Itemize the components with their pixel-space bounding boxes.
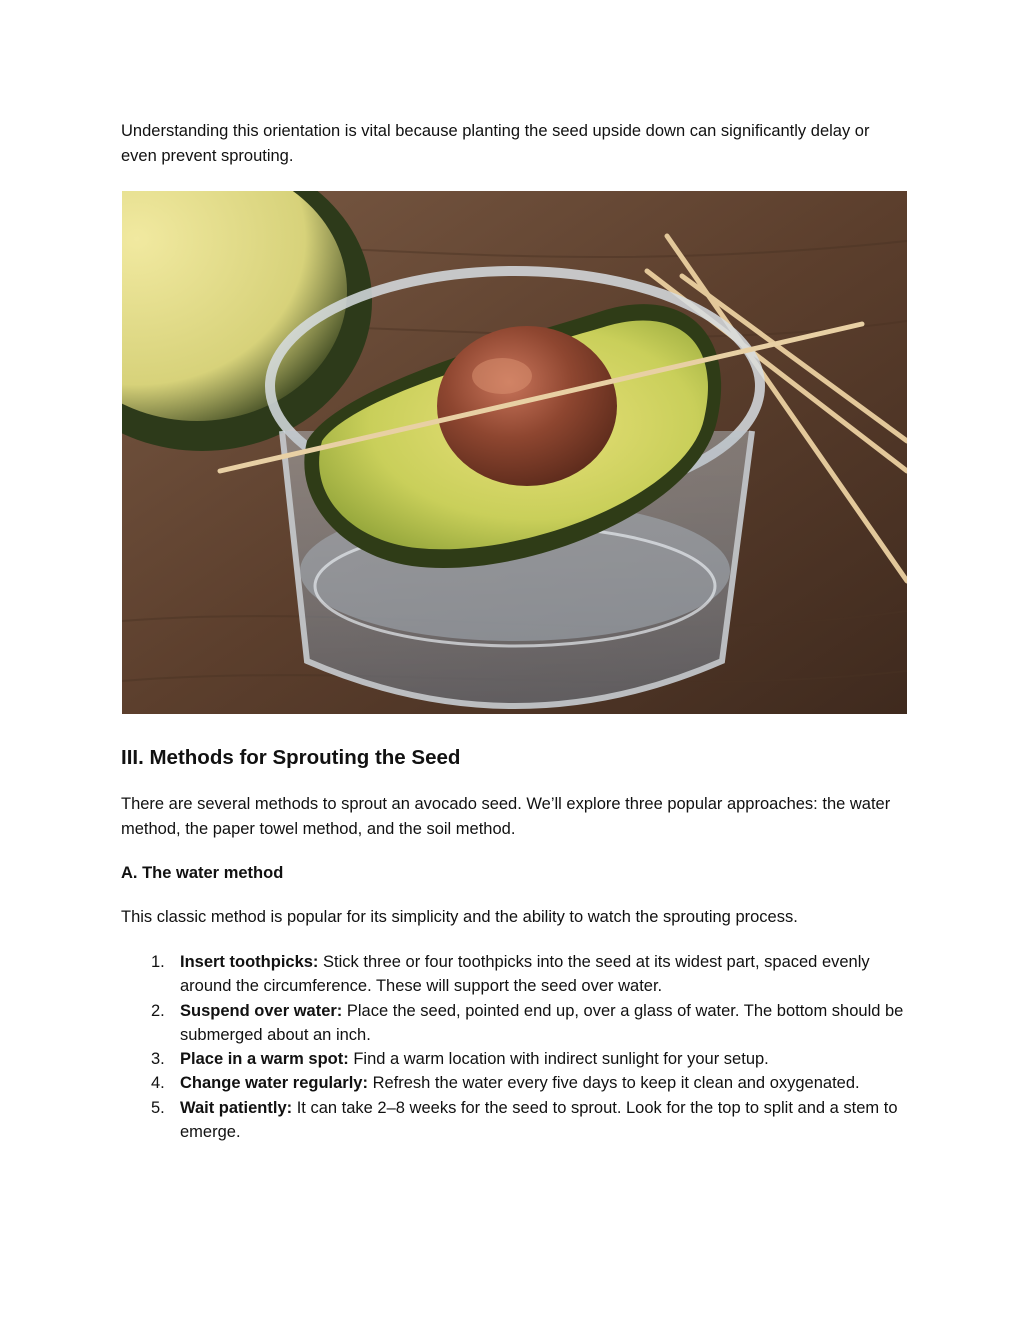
- methods-intro-paragraph: There are several methods to sprout an avocado seed. We’ll explore three popular approaches: the water method, the paper towel method, and the soil method.: [121, 795, 891, 838]
- step-number: 2.: [151, 1001, 165, 1020]
- step-number: 5.: [151, 1098, 165, 1117]
- step-text: Stick three or four toothpicks into the seed at its widest part, spaced evenly around the circumference. These will support the seed over water.: [180, 953, 870, 996]
- avocado-seed-photo: [122, 191, 907, 714]
- water-method-heading: A. The water method: [121, 864, 284, 882]
- step-title: Wait patiently:: [180, 1098, 293, 1117]
- list-item: [121, 1047, 907, 1071]
- list-item: [121, 1096, 907, 1145]
- step-text: Find a warm location with indirect sunlight for your setup.: [348, 1050, 769, 1069]
- step-title: Change water regularly:: [180, 1074, 368, 1093]
- step-number: 3.: [151, 1050, 165, 1069]
- list-item: [121, 950, 907, 999]
- step-title: Place in a warm spot:: [180, 1050, 349, 1069]
- step-title: Insert toothpicks:: [180, 953, 319, 971]
- water-method-intro: This classic method is popular for its simplicity and the ability to watch the sprouting process.: [121, 908, 798, 926]
- list-item: [121, 999, 907, 1048]
- step-number: 1.: [151, 953, 165, 971]
- intro-paragraph: Understanding this orientation is vital because planting the seed upside down can significantly delay or even prevent sprouting.: [121, 122, 870, 165]
- step-number: 4.: [151, 1074, 165, 1093]
- water-method-steps: [121, 950, 907, 1144]
- list-item: [121, 1071, 907, 1095]
- step-text: Refresh the water every five days to keep it clean and oxygenated.: [367, 1074, 860, 1093]
- step-title: Suspend over water:: [180, 1001, 343, 1020]
- step-text: Place the seed, pointed end up, over a glass of water. The bottom should be submerged about an inch.: [180, 1001, 904, 1044]
- section-heading: III. Methods for Sprouting the Seed: [121, 746, 461, 769]
- step-text: It can take 2–8 weeks for the seed to sprout. Look for the top to split and a stem to emerge.: [180, 1098, 898, 1142]
